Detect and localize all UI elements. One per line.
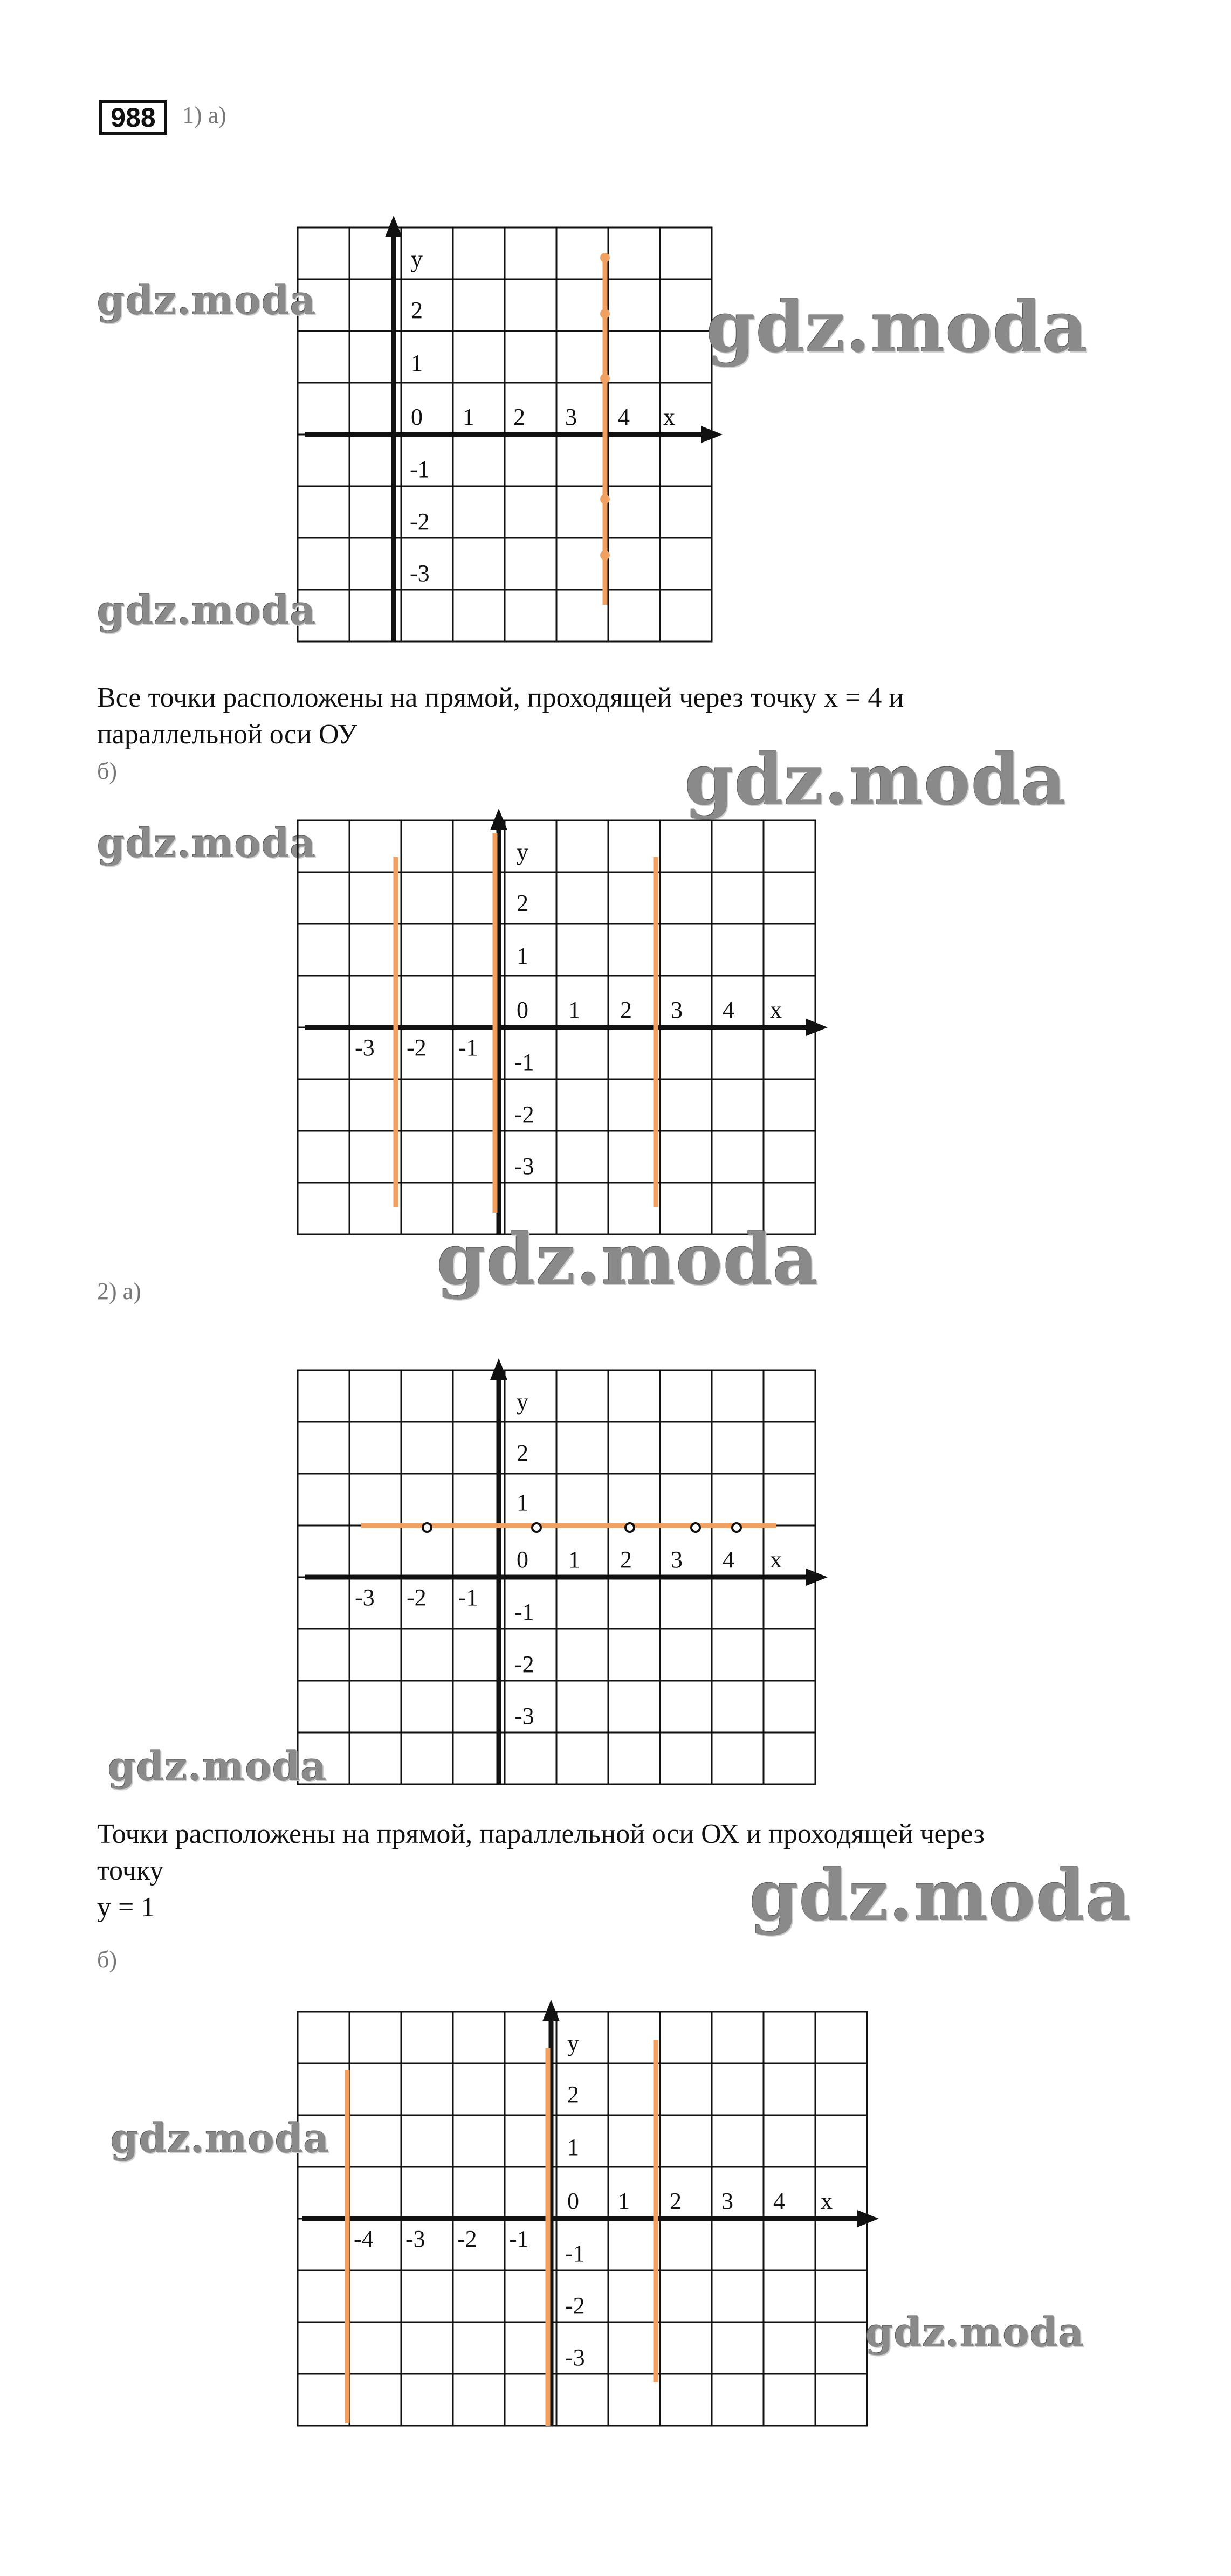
graph-2a-y-tick: 1 <box>517 1489 528 1516</box>
part-2a-label: 2) а) <box>97 1278 141 1304</box>
graph-1b-x-tick: -2 <box>407 1034 427 1061</box>
graph-1b-x-arrow <box>806 1019 828 1036</box>
graph-2a-x-tick: 4 <box>723 1546 734 1573</box>
graph-2b-x-tick: 4 <box>773 2188 785 2214</box>
graph-1a-point <box>600 253 610 263</box>
graph-1a-y-arrow <box>385 216 402 237</box>
graph-2a-x-tick: -2 <box>407 1584 427 1611</box>
graph-1a-point <box>600 550 610 560</box>
graph-2a-x-tick: 1 <box>568 1546 580 1573</box>
graph-2b-x-tick: 0 <box>567 2188 579 2214</box>
graph-1a-y-tick: -2 <box>410 508 430 535</box>
watermark: gdz.moda <box>108 1744 327 1790</box>
graph-1a-point <box>600 494 610 504</box>
graph-2a-y-tick: -2 <box>514 1651 534 1677</box>
graph-1b-y-tick: -2 <box>514 1101 534 1128</box>
graph-1a-axes <box>305 234 701 641</box>
part-1b-label: б) <box>97 758 118 784</box>
answer-1a-line-1: Все точки расположены на прямой, проходящей через точку x = 4 и <box>97 682 904 713</box>
graph-1a-x-tick: 0 <box>411 404 423 430</box>
graph-1a-point <box>600 374 610 383</box>
graph-2a-y-arrow <box>490 1358 507 1380</box>
graph-1b-y-tick: 2 <box>517 890 528 916</box>
graph-1b-x-label: x <box>770 997 782 1023</box>
graph-2a-y-tick: -3 <box>514 1703 534 1729</box>
graph-1b-y-tick: -1 <box>514 1049 534 1075</box>
graph-1b-y-tick: 1 <box>517 943 528 969</box>
graph-1b-x-tick: 0 <box>517 997 528 1023</box>
graph-1b-x-tick: -1 <box>458 1034 478 1061</box>
graph-2b-x-tick: 2 <box>670 2188 682 2214</box>
answer-2a-line-3: y = 1 <box>97 1892 155 1923</box>
graph-1a-y-tick: -1 <box>410 456 430 482</box>
watermark: gdz.moda <box>706 286 1089 368</box>
graph-1b-x-tick: 4 <box>723 997 734 1023</box>
graph-2a-y-label: y <box>517 1389 528 1415</box>
watermark: gdz.moda <box>685 738 1067 821</box>
graph-2a-x-tick: -3 <box>355 1584 375 1611</box>
graph-1a-y-tick: 2 <box>411 297 423 323</box>
graph-1a-point <box>600 309 610 319</box>
graph-1b <box>291 814 830 1245</box>
graph-1a-x-tick: 3 <box>565 404 577 430</box>
graph-2a-point <box>423 1523 431 1532</box>
graph-2a-x-label: x <box>770 1546 782 1573</box>
answer-1a-line-2: параллельной оси ОУ <box>97 719 357 750</box>
graph-2b-y-arrow <box>542 2000 560 2021</box>
graph-2a-x-tick: 0 <box>517 1546 528 1573</box>
graph-1a <box>291 221 723 652</box>
watermark: gdz.moda <box>97 820 317 867</box>
graph-1b-y-tick: -3 <box>514 1153 534 1179</box>
graph-1a-x-tick: 1 <box>463 404 474 430</box>
answer-2a-line-1: Точки расположены на прямой, параллельной оси ОХ и проходящей через <box>97 1819 985 1849</box>
graph-2a <box>291 1364 830 1795</box>
part-1a-label: 1) а) <box>182 102 226 128</box>
graph-2b-x-tick: 3 <box>721 2188 733 2214</box>
graph-2a-axes <box>305 1377 806 1784</box>
graph-2a-point <box>625 1523 634 1532</box>
graph-2a-y-tick: 2 <box>517 1440 528 1466</box>
graph-2b-x-tick: -2 <box>457 2226 477 2252</box>
graph-2a-y-tick: -1 <box>514 1599 534 1625</box>
watermark: gdz.moda <box>111 2116 330 2162</box>
answer-2a-line-2: точку <box>97 1855 164 1886</box>
graph-1b-x-tick: -3 <box>355 1034 375 1061</box>
graph-1b-x-tick: 2 <box>620 997 632 1023</box>
graph-1b-axes <box>305 827 806 1234</box>
graph-2a-point <box>691 1523 700 1532</box>
graph-2b-x-label: x <box>821 2188 833 2214</box>
graph-2b <box>291 2005 884 2436</box>
graph-2a-x-tick: -1 <box>458 1584 478 1611</box>
graph-2b-y-tick: -1 <box>565 2240 585 2267</box>
graph-2b-x-tick: -3 <box>405 2226 425 2252</box>
graph-1b-x-tick: 3 <box>671 997 683 1023</box>
graph-2b-x-tick: -1 <box>509 2226 529 2252</box>
graph-1a-x-tick: 2 <box>513 404 525 430</box>
graph-2b-y-tick: -2 <box>565 2292 585 2319</box>
graph-1a-y-tick: -3 <box>410 560 430 586</box>
graph-2b-y-tick: 2 <box>567 2081 579 2108</box>
graph-2a-x-tick: 3 <box>671 1546 683 1573</box>
graph-1a-y-tick: 1 <box>411 350 423 376</box>
graph-1a-x-tick: 4 <box>618 404 630 430</box>
graph-2b-x-arrow <box>857 2210 879 2227</box>
watermark: gdz.moda <box>97 588 317 634</box>
graph-2b-x-tick: 1 <box>618 2188 630 2214</box>
graph-2a-point <box>732 1523 741 1532</box>
graph-2b-y-tick: -3 <box>565 2344 585 2371</box>
graph-1b-y-arrow <box>490 809 507 830</box>
graph-2a-point <box>532 1523 541 1532</box>
graph-2b-y-label: y <box>567 2030 579 2056</box>
graph-1a-y-label: y <box>411 246 423 272</box>
watermark: gdz.moda <box>97 278 317 324</box>
part-2b-label: б) <box>97 1946 118 1973</box>
graph-2b-x-tick: -4 <box>354 2226 374 2252</box>
problem-number: 988 <box>99 100 167 135</box>
graph-2a-x-arrow <box>806 1569 828 1586</box>
graph-1a-x-label: x <box>663 404 675 430</box>
watermark: gdz.moda <box>749 1854 1132 1937</box>
watermark: gdz.moda <box>865 2310 1085 2356</box>
graph-2a-x-tick: 2 <box>620 1546 632 1573</box>
graph-1b-x-tick: 1 <box>568 997 580 1023</box>
graph-1b-y-label: y <box>517 839 528 865</box>
graph-2b-y-tick: 1 <box>567 2134 579 2160</box>
watermark: gdz.moda <box>437 1218 819 1301</box>
